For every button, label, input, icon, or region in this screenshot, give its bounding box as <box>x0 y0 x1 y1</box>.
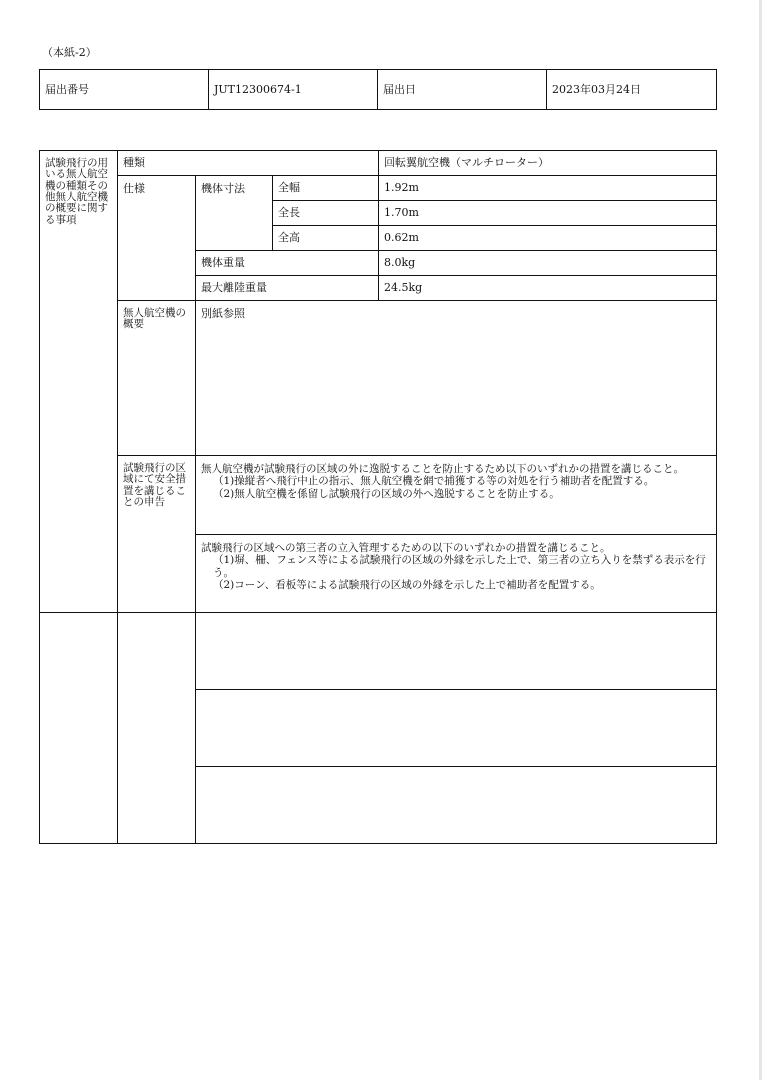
blank-row-1 <box>40 613 717 690</box>
blank-cell-1 <box>196 613 717 690</box>
safety-2-intro: 試験飛行の区域への第三者の立入管理するための以下のいずれかの措置を講じること。 <box>201 542 611 554</box>
weight-value: 8.0kg <box>379 251 717 276</box>
overview-label: 無人航空機の概要 <box>118 301 196 456</box>
width-value: 1.92m <box>379 176 717 201</box>
overview-row <box>40 301 717 456</box>
safety-1-item2: （2)無人航空機を係留し試験飛行の区域の外へ逸脱することを防止する。 <box>213 487 560 500</box>
type-value: 回転翼航空機（マルチローター） <box>379 151 717 176</box>
overview-value: 別紙参照 <box>196 301 717 456</box>
safety-measure-1 <box>196 456 717 535</box>
mtow-value: 24.5kg <box>379 276 717 301</box>
blank-cell-3 <box>196 767 717 844</box>
safety-2-item2: （2)コーン、看板等による試験飛行の区域の外縁を示した上で補助者を配置する。 <box>213 579 601 592</box>
safety-measure-2 <box>196 535 717 613</box>
blank-cell-2 <box>196 690 717 767</box>
weight-label: 機体重量 <box>196 251 379 276</box>
safety-label: 試験飛行の区域にて安全措置を講じることの申告 <box>118 456 196 613</box>
notification-date: 2023年03月24日 <box>547 70 717 110</box>
width-row <box>40 176 717 201</box>
notification-date-label: 届出日 <box>378 70 547 110</box>
notification-number: JUT12300674-1 <box>209 70 378 110</box>
spec-label: 仕様 <box>118 176 196 301</box>
dimensions-label: 機体寸法 <box>196 176 273 251</box>
safety-row-1 <box>40 456 717 535</box>
length-label: 全長 <box>273 201 379 226</box>
safety-1-item1: （1)操縦者へ飛行中止の指示、無人航空機を網で捕獲する等の対処を行う補助者を配置する。 <box>213 475 655 488</box>
section-label: 試験飛行の用いる無人航空機の種類その他無人航空機の概要に関する事項 <box>40 151 118 613</box>
safety-2-item1: （1)塀、柵、フェンス等による試験飛行の区域の外縁を示した上で、第三者の立ち入りを禁ずる表示を行う。 <box>213 554 706 579</box>
length-value: 1.70m <box>379 201 717 226</box>
type-row <box>40 151 717 176</box>
annex-label: （本紙-2） <box>42 46 97 59</box>
header-row <box>40 70 717 110</box>
height-value: 0.62m <box>379 226 717 251</box>
header-table <box>39 69 717 110</box>
height-label: 全高 <box>273 226 379 251</box>
aircraft-details-table <box>39 150 717 844</box>
notification-number-label: 届出番号 <box>40 70 209 110</box>
safety-label-spacer <box>118 613 196 844</box>
width-label: 全幅 <box>273 176 379 201</box>
safety-1-intro: 無人航空機が試験飛行の区域の外に逸脱することを防止するため以下のいずれかの措置を講じること。 <box>201 463 684 475</box>
section-label-spacer <box>40 613 118 844</box>
type-label: 種類 <box>118 151 379 176</box>
mtow-label: 最大離陸重量 <box>196 276 379 301</box>
